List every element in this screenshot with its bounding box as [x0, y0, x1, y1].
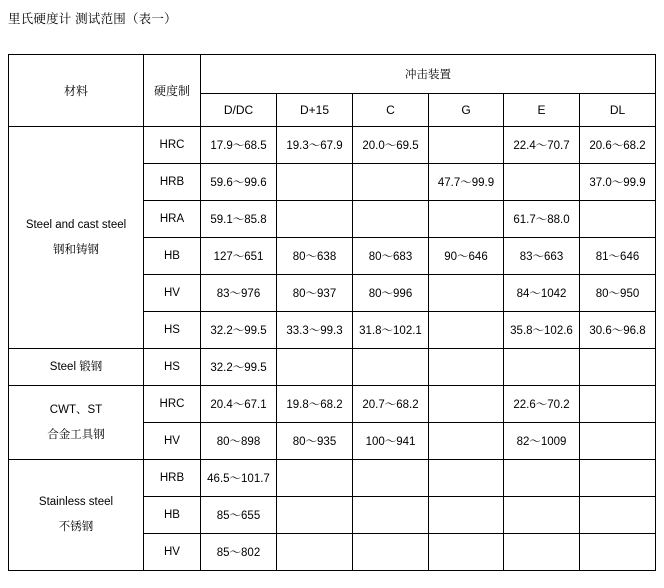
- value-cell: 46.5～101.7: [201, 460, 277, 497]
- value-cell: 80～638: [277, 238, 353, 275]
- material-label-en: Steel 锻钢: [49, 360, 103, 373]
- header-device-d15: D+15: [277, 94, 353, 127]
- material-label-en: Steel and cast steel: [25, 218, 127, 231]
- value-cell: 85～802: [201, 534, 277, 571]
- material-label-en: CWT、ST: [49, 403, 103, 416]
- value-cell: 20.4～67.1: [201, 386, 277, 423]
- value-cell: 32.2～99.5: [201, 312, 277, 349]
- value-cell: [353, 164, 429, 201]
- value-cell: 30.6～96.8: [580, 312, 656, 349]
- value-cell: [429, 127, 504, 164]
- scale-cell: HB: [144, 238, 201, 275]
- header-device-g: G: [429, 94, 504, 127]
- value-cell: 19.3～67.9: [277, 127, 353, 164]
- value-cell: [580, 201, 656, 238]
- value-cell: [580, 423, 656, 460]
- value-cell: 35.8～102.6: [504, 312, 580, 349]
- value-cell: [504, 460, 580, 497]
- header-scale: 硬度制: [144, 55, 201, 127]
- value-cell: 61.7～88.0: [504, 201, 580, 238]
- value-cell: [580, 349, 656, 386]
- value-cell: 19.8～68.2: [277, 386, 353, 423]
- value-cell: 20.6～68.2: [580, 127, 656, 164]
- table-header: [9, 55, 656, 127]
- value-cell: 33.3～99.3: [277, 312, 353, 349]
- header-material: 材料: [9, 55, 144, 127]
- value-cell: [277, 349, 353, 386]
- value-cell: 22.4～70.7: [504, 127, 580, 164]
- value-cell: [429, 460, 504, 497]
- scale-cell: HRC: [144, 386, 201, 423]
- value-cell: [504, 497, 580, 534]
- value-cell: 22.6～70.2: [504, 386, 580, 423]
- value-cell: [277, 534, 353, 571]
- value-cell: [429, 275, 504, 312]
- material-label-cn: 合金工具钢: [47, 428, 105, 441]
- value-cell: 59.6～99.6: [201, 164, 277, 201]
- scale-cell: HV: [144, 534, 201, 571]
- material-cell: [9, 386, 144, 460]
- value-cell: 80～898: [201, 423, 277, 460]
- page-title: 里氏硬度计 测试范围（表一）: [8, 12, 177, 26]
- header-device-group: 冲击装置: [201, 55, 656, 94]
- scale-cell: HRB: [144, 164, 201, 201]
- value-cell: 17.9～68.5: [201, 127, 277, 164]
- value-cell: 20.7～68.2: [353, 386, 429, 423]
- value-cell: 82～1009: [504, 423, 580, 460]
- table-container: [0, 27, 664, 571]
- value-cell: 127～651: [201, 238, 277, 275]
- header-device-e: E: [504, 94, 580, 127]
- value-cell: [580, 460, 656, 497]
- value-cell: 80～950: [580, 275, 656, 312]
- value-cell: 83～976: [201, 275, 277, 312]
- value-cell: [277, 460, 353, 497]
- material-cell: [9, 127, 144, 349]
- material-cell: [9, 460, 144, 571]
- value-cell: 32.2～99.5: [201, 349, 277, 386]
- table-header-row-1: [9, 55, 656, 94]
- value-cell: 80～683: [353, 238, 429, 275]
- value-cell: 80～935: [277, 423, 353, 460]
- value-cell: 47.7～99.9: [429, 164, 504, 201]
- material-cell: [9, 349, 144, 386]
- header-device-dl: DL: [580, 94, 656, 127]
- value-cell: 20.0～69.5: [353, 127, 429, 164]
- value-cell: [580, 534, 656, 571]
- hardness-range-table: [8, 54, 656, 571]
- value-cell: [353, 349, 429, 386]
- value-cell: [504, 349, 580, 386]
- table-row: [9, 460, 656, 497]
- value-cell: [580, 386, 656, 423]
- scale-cell: HS: [144, 312, 201, 349]
- value-cell: 83～663: [504, 238, 580, 275]
- scale-cell: HS: [144, 349, 201, 386]
- value-cell: 80～937: [277, 275, 353, 312]
- value-cell: [429, 497, 504, 534]
- value-cell: [353, 534, 429, 571]
- value-cell: [429, 534, 504, 571]
- table-row: [9, 386, 656, 423]
- value-cell: [353, 460, 429, 497]
- scale-cell: HRA: [144, 201, 201, 238]
- value-cell: [580, 497, 656, 534]
- value-cell: [429, 349, 504, 386]
- value-cell: 37.0～99.9: [580, 164, 656, 201]
- header-device-c: C: [353, 94, 429, 127]
- value-cell: [504, 164, 580, 201]
- value-cell: 59.1～85.8: [201, 201, 277, 238]
- value-cell: [504, 534, 580, 571]
- value-cell: [277, 201, 353, 238]
- value-cell: 85～655: [201, 497, 277, 534]
- material-label-en: Stainless steel: [38, 496, 114, 508]
- scale-cell: HRC: [144, 127, 201, 164]
- value-cell: [429, 312, 504, 349]
- table-row: [9, 349, 656, 386]
- value-cell: [429, 201, 504, 238]
- scale-cell: HV: [144, 275, 201, 312]
- scale-cell: HRB: [144, 460, 201, 497]
- value-cell: [277, 497, 353, 534]
- value-cell: 80～996: [353, 275, 429, 312]
- value-cell: [277, 164, 353, 201]
- value-cell: 31.8～102.1: [353, 312, 429, 349]
- value-cell: [429, 423, 504, 460]
- scale-cell: HV: [144, 423, 201, 460]
- material-label-cn: 不锈钢: [58, 521, 94, 533]
- material-label-cn: 钢和铸钢: [53, 243, 99, 256]
- value-cell: 100～941: [353, 423, 429, 460]
- value-cell: [353, 201, 429, 238]
- value-cell: [429, 386, 504, 423]
- value-cell: [353, 497, 429, 534]
- scale-cell: HB: [144, 497, 201, 534]
- value-cell: 81～646: [580, 238, 656, 275]
- table-row: [9, 127, 656, 164]
- table-body: [9, 127, 656, 571]
- value-cell: 84～1042: [504, 275, 580, 312]
- header-device-d-dc: D/DC: [201, 94, 277, 127]
- value-cell: 90～646: [429, 238, 504, 275]
